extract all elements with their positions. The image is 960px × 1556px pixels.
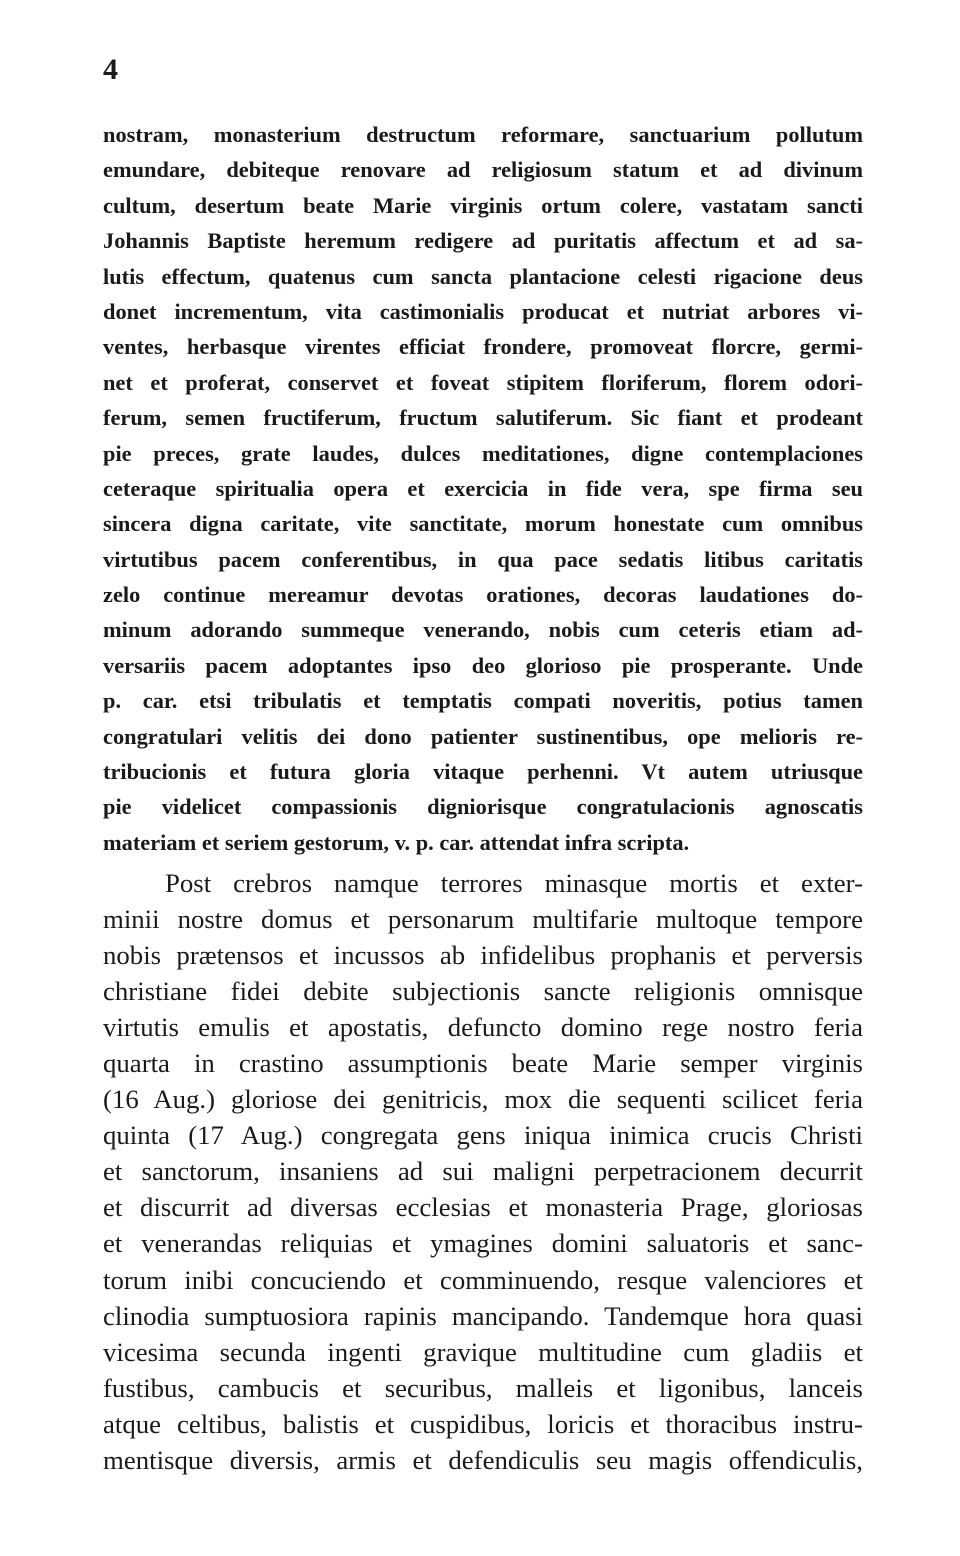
text-line: Post crebros namque terrores minasque mortis et exter-	[165, 868, 863, 898]
text-line: fustibus, cambucis et securibus, malleis et ligonibus, lanceis	[103, 1372, 863, 1403]
text-line: sincera digna caritate, vite sanctitate, morum honestate cum omnibus	[103, 511, 863, 537]
text-line: tribucionis et futura gloria vitaque perhenni. Vt autem utriusque	[103, 759, 863, 785]
text-line: emundare, debiteque renovare ad religiosum statum et ad divinum	[103, 157, 863, 183]
paragraph-2	[103, 865, 863, 1478]
text-line: nostram, monasterium destructum reformare, sanctuarium pollutum	[103, 122, 863, 147]
text-line: atque celtibus, balistis et cuspidibus, loricis et thoracibus instru-	[103, 1408, 863, 1439]
text-line: christiane fidei debite subjectionis sancte religionis omnisque	[103, 976, 863, 1007]
text-line: quarta in crastino assumptionis beate Marie semper virginis	[103, 1048, 863, 1079]
text-line: et discurrit ad diversas ecclesias et monasteria Prage, gloriosas	[103, 1192, 863, 1223]
text-line: congratulari velitis dei dono patienter sustinentibus, ope melioris re-	[103, 723, 863, 749]
paragraph-1	[103, 117, 863, 860]
text-line: minii nostre domus et personarum multifarie multoque tempore	[103, 904, 863, 935]
text-line: torum inibi concuciendo et comminuendo, resque valenciores et	[103, 1264, 863, 1295]
text-line: pie videlicet compassionis digniorisque congratulacionis agnoscatis	[103, 794, 863, 820]
text-line: et venerandas reliquias et ymagines domini saluatoris et sanc-	[103, 1228, 863, 1259]
text-line: ferum, semen fructiferum, fructum salutiferum. Sic fiant et prodeant	[103, 405, 863, 431]
text-line: minum adorando summeque venerando, nobis cum ceteris etiam ad-	[103, 617, 863, 643]
text-line: lutis effectum, quatenus cum sancta plantacione celesti rigacione deus	[103, 263, 863, 289]
text-line: p. car. etsi tribulatis et temptatis compati noveritis, potius tamen	[103, 688, 863, 714]
text-line: cultum, desertum beate Marie virginis ortum colere, vastatam sancti	[103, 192, 863, 218]
text-line: ceteraque spiritualia opera et exercicia in fide vera, spe firma seu	[103, 475, 863, 501]
text-line: clinodia sumptuosiora rapinis mancipando. Tandemque hora quasi	[103, 1300, 863, 1331]
text-line: ventes, herbasque virentes efficiat frondere, promoveat florcre, germi-	[103, 334, 863, 360]
text-line: et sanctorum, insaniens ad sui maligni perpetracionem decurrit	[103, 1156, 863, 1187]
text-line: virtutis emulis et apostatis, defuncto domino rege nostro feria	[103, 1012, 863, 1043]
text-line: (16 Aug.) gloriose dei genitricis, mox die sequenti scilicet feria	[103, 1084, 863, 1115]
text-line: Johannis Baptiste heremum redigere ad puritatis affectum et ad sa-	[103, 228, 863, 254]
text-line: donet incrementum, vita castimonialis producat et nutriat arbores vi-	[103, 298, 863, 324]
text-line: mentisque diversis, armis et defendiculis seu magis offendiculis,	[103, 1444, 863, 1475]
text-line: virtutibus pacem conferentibus, in qua pace sedatis litibus caritatis	[103, 546, 863, 572]
text-line: quinta (17 Aug.) congregata gens iniqua inimica crucis Christi	[103, 1120, 863, 1151]
text-line: vicesima secunda ingenti gravique multitudine cum gladiis et	[103, 1336, 863, 1367]
text-line: versariis pacem adoptantes ipso deo glorioso pie prosperante. Unde	[103, 652, 863, 678]
text-line: nobis prætensos et incussos ab infidelibus prophanis et perversis	[103, 940, 863, 971]
text-line: materiam et seriem gestorum, v. p. car. attendat infra scripta.	[103, 829, 690, 855]
text-line: net et proferat, conservet et foveat stipitem floriferum, florem odori-	[103, 369, 863, 395]
text-line: pie preces, grate laudes, dulces meditationes, digne contemplaciones	[103, 440, 863, 466]
page-number: 4	[103, 53, 118, 86]
text-line: zelo continue mereamur devotas orationes, decoras laudationes do-	[103, 582, 863, 608]
